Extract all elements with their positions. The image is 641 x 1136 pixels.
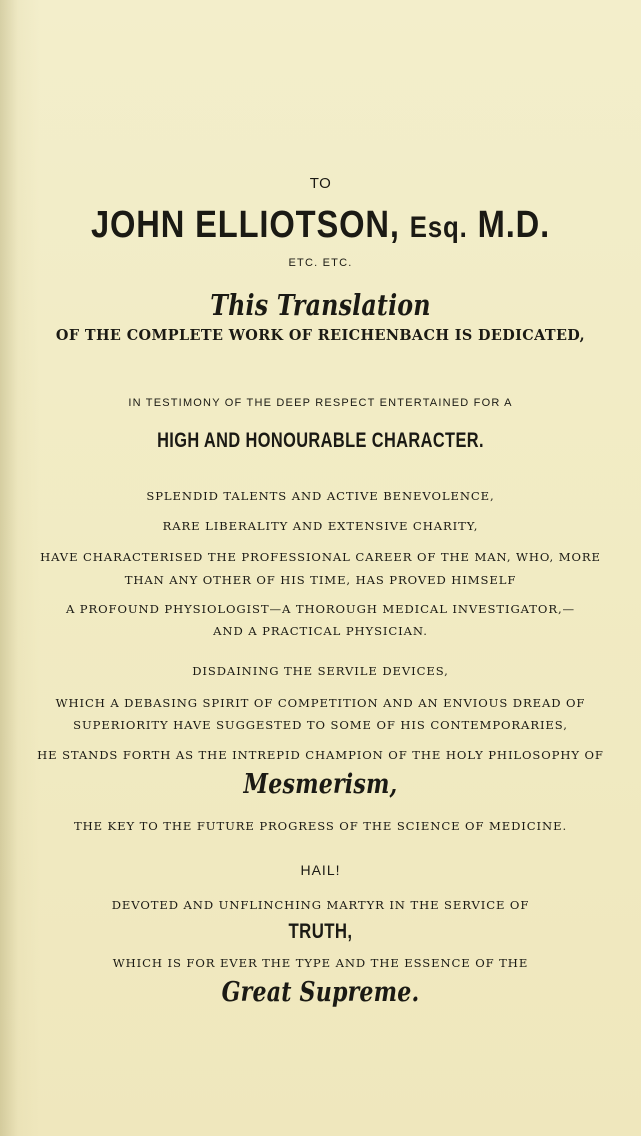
text-line: DISDAINING THE SERVILE DEVICES,: [192, 664, 449, 678]
testimony-line: IN TESTIMONY OF THE DEEP RESPECT ENTERTAINED FOR A: [128, 397, 513, 409]
truth-heading: TRUTH,: [288, 920, 353, 943]
hail-heading: HAIL!: [300, 862, 341, 878]
text-line: SUPERIORITY HAVE SUGGESTED TO SOME OF HIS CONTEMPORARIES,: [73, 718, 568, 732]
character-heading: HIGH AND HONOURABLE CHARACTER.: [157, 429, 484, 452]
great-supreme-heading: Great Supreme.: [221, 977, 420, 1008]
dedicatee-title-md: M.D.: [477, 204, 551, 246]
dedicatee-name: [45, 203, 596, 250]
dedicatee-etc: ETC. ETC.: [288, 257, 353, 269]
dedication-to: TO: [309, 175, 332, 192]
key-line: THE KEY TO THE FUTURE PROGRESS OF THE SCIENCE OF MEDICINE.: [73, 819, 568, 833]
text-line: HE STANDS FORTH AS THE INTREPID CHAMPION OF THE HOLY PHILOSOPHY OF: [37, 748, 604, 762]
text-line: HAVE CHARACTERISED THE PROFESSIONAL CAREER OF THE MAN, WHO, MORE: [40, 550, 601, 564]
dedicatee-name-text: JOHN ELLIOTSON,: [90, 204, 400, 246]
text-line: AND A PRACTICAL PHYSICIAN.: [213, 624, 428, 638]
which-line: WHICH IS FOR EVER THE TYPE AND THE ESSENCE OF THE: [112, 956, 529, 970]
text-line: THAN ANY OTHER OF HIS TIME, HAS PROVED HIMSELF: [124, 573, 517, 587]
text-line: RARE LIBERALITY AND EXTENSIVE CHARITY,: [162, 519, 479, 533]
devoted-line: DEVOTED AND UNFLINCHING MARTYR IN THE SERVICE OF: [111, 898, 530, 912]
text-line: WHICH A DEBASING SPIRIT OF COMPETITION AND AN ENVIOUS DREAD OF: [55, 696, 586, 710]
text-line: A PROFOUND PHYSIOLOGIST—A THOROUGH MEDICAL INVESTIGATOR,—: [65, 602, 576, 616]
text-line: SPLENDID TALENTS AND ACTIVE BENEVOLENCE,: [146, 489, 495, 503]
mesmerism-heading: Mesmerism,: [243, 769, 398, 800]
this-translation-heading: This Translation: [210, 288, 431, 322]
dedicatee-title-esq: Esq.: [409, 211, 468, 244]
dedicated-line: OF THE COMPLETE WORK OF REICHENBACH IS DEDICATED,: [55, 326, 586, 344]
